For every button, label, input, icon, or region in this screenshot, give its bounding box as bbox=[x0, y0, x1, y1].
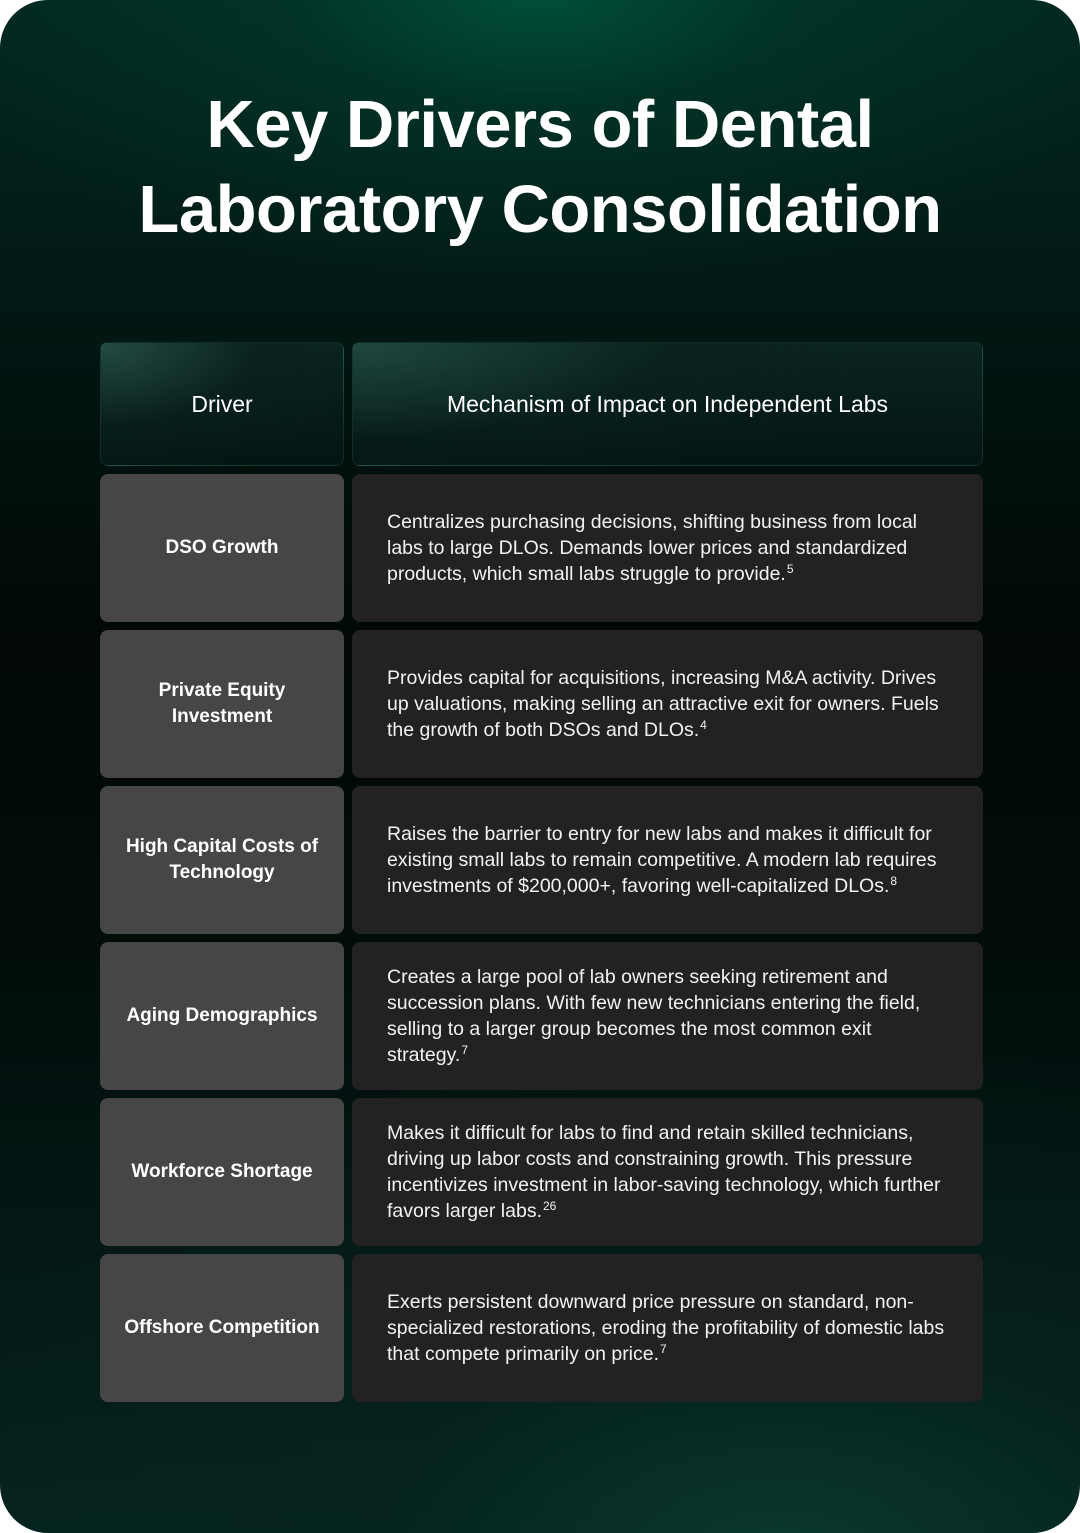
mechanism-cell bbox=[352, 786, 983, 934]
mechanism-text bbox=[387, 964, 953, 1068]
mechanism-body: Creates a large pool of lab owners seeking retirement and succession plans. With few new technicians entering the field, selling to a larger group becomes the most common exit strategy. bbox=[387, 966, 921, 1066]
mechanism-text bbox=[387, 1289, 953, 1367]
mechanism-cell bbox=[352, 942, 983, 1090]
mechanism-body: Raises the barrier to entry for new labs and makes it difficult for existing small labs to remain competitive. A modern lab requires investments of $200,000+, favoring well-capitalized DLOs. bbox=[387, 823, 937, 897]
mechanism-cell bbox=[352, 630, 983, 778]
mechanism-cell bbox=[352, 1098, 983, 1246]
table-row bbox=[100, 1098, 983, 1246]
mechanism-text bbox=[387, 1120, 953, 1224]
table-row bbox=[100, 942, 983, 1090]
driver-cell: High Capital Costs of Technology bbox=[100, 786, 344, 934]
page-title: Key Drivers of Dental Laboratory Consolidation bbox=[138, 87, 942, 247]
mechanism-body: Makes it difficult for labs to find and retain skilled technicians, driving up labor costs and constraining growth. This pressure incentivizes investment in labor-saving technology, which further favors larger labs. bbox=[387, 1122, 941, 1222]
citation-ref: 5 bbox=[786, 562, 794, 576]
table-header-row bbox=[100, 342, 983, 466]
driver-cell: Offshore Competition bbox=[100, 1254, 344, 1402]
mechanism-body: Centralizes purchasing decisions, shifting business from local labs to large DLOs. Demands lower prices and standardized products, which small labs struggle to provide. bbox=[387, 511, 918, 585]
citation-ref: 7 bbox=[660, 1342, 667, 1356]
driver-cell: Aging Demographics bbox=[100, 942, 344, 1090]
header-mechanism: Mechanism of Impact on Independent Labs bbox=[352, 342, 983, 466]
driver-cell: DSO Growth bbox=[100, 474, 344, 622]
mechanism-cell bbox=[352, 1254, 983, 1402]
drivers-table bbox=[100, 342, 983, 1410]
table-row bbox=[100, 1254, 983, 1402]
driver-cell: Private Equity Investment bbox=[100, 630, 344, 778]
mechanism-cell bbox=[352, 474, 983, 622]
mechanism-body: Provides capital for acquisitions, increasing M&A activity. Drives up valuations, making selling an attractive exit for owners. Fuels the growth of both DSOs and DLOs. bbox=[387, 667, 939, 741]
citation-ref: 26 bbox=[542, 1199, 557, 1213]
citation-ref: 8 bbox=[890, 874, 898, 888]
mechanism-text bbox=[387, 509, 953, 587]
citation-ref: 4 bbox=[700, 718, 707, 732]
mechanism-text bbox=[387, 821, 953, 899]
table-row bbox=[100, 630, 983, 778]
header-driver: Driver bbox=[100, 342, 344, 466]
citation-ref: 7 bbox=[461, 1043, 469, 1057]
table-row bbox=[100, 786, 983, 934]
mechanism-text bbox=[387, 665, 953, 743]
mechanism-body: Exerts persistent downward price pressure on standard, non-specialized restorations, eroding the profitability of domestic labs that compete primarily on price. bbox=[387, 1291, 945, 1365]
driver-cell: Workforce Shortage bbox=[100, 1098, 344, 1246]
table-row bbox=[100, 474, 983, 622]
